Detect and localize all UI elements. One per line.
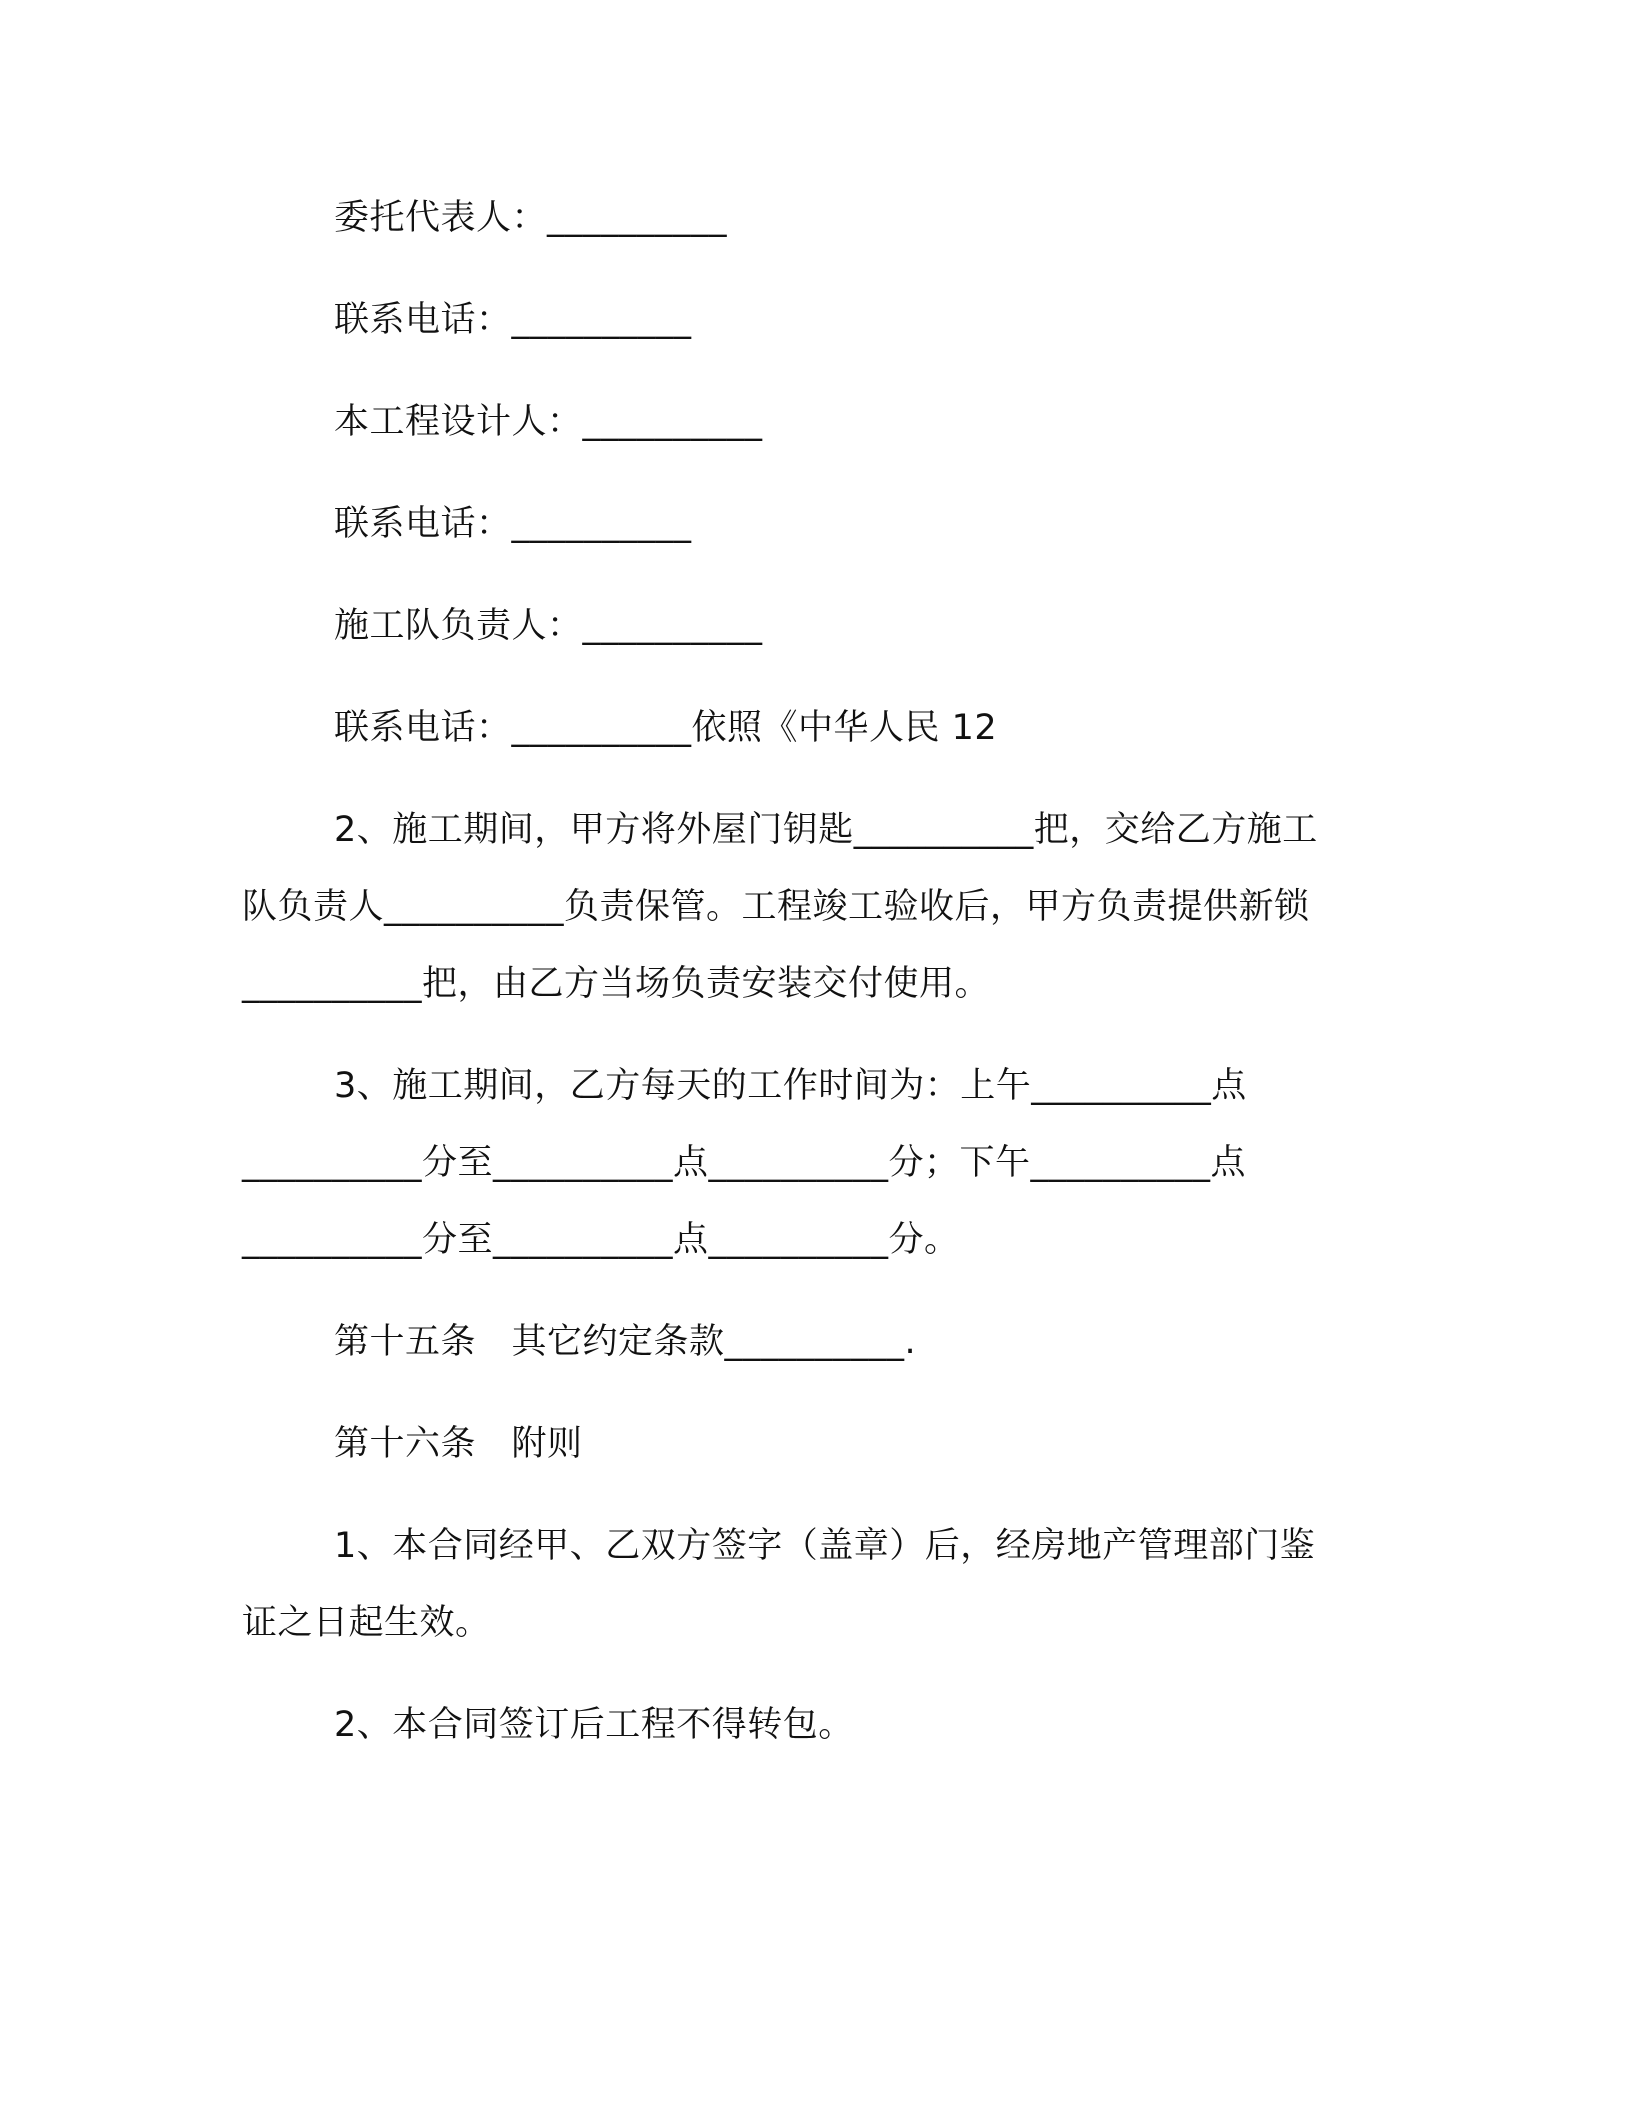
article-16-heading: 第十六条 附则 bbox=[334, 1424, 583, 1464]
paragraph-line: 2、施工期间，甲方将外屋门钥匙__________把，交给乙方施工 bbox=[334, 810, 1318, 850]
contact-line-phone-1: 联系电话：__________ bbox=[334, 300, 692, 340]
paragraph-line: __________分至__________点__________分。 bbox=[242, 1220, 960, 1260]
contact-line-designer: 本工程设计人：__________ bbox=[334, 402, 763, 442]
paragraph-line: __________分至__________点__________分；下午__________点 bbox=[242, 1143, 1247, 1183]
paragraph-line: 3、施工期间，乙方每天的工作时间为：上午__________点 bbox=[334, 1066, 1247, 1106]
contact-line-phone-2: 联系电话：__________ bbox=[334, 504, 692, 544]
contact-line-phone-3: 联系电话：__________依照《中华人民 12 bbox=[334, 708, 998, 748]
contact-line-entrusted-representative: 委托代表人：__________ bbox=[334, 198, 728, 238]
annex-item-2-paragraph: 2、本合同签订后工程不得转包。 bbox=[334, 1705, 854, 1745]
paragraph-line: 证之日起生效。 bbox=[242, 1603, 491, 1643]
paragraph-line: __________把，由乙方当场负责安装交付使用。 bbox=[242, 964, 991, 1004]
paragraph-line: 队负责人__________负责保管。工程竣工验收后，甲方负责提供新锁 bbox=[242, 887, 1310, 927]
paragraph-line: 1、本合同经甲、乙双方签字（盖章）后，经房地产管理部门鉴 bbox=[334, 1526, 1316, 1566]
article-15-heading: 第十五条 其它约定条款__________. bbox=[334, 1322, 917, 1362]
contact-line-crew-leader: 施工队负责人：__________ bbox=[334, 606, 763, 646]
